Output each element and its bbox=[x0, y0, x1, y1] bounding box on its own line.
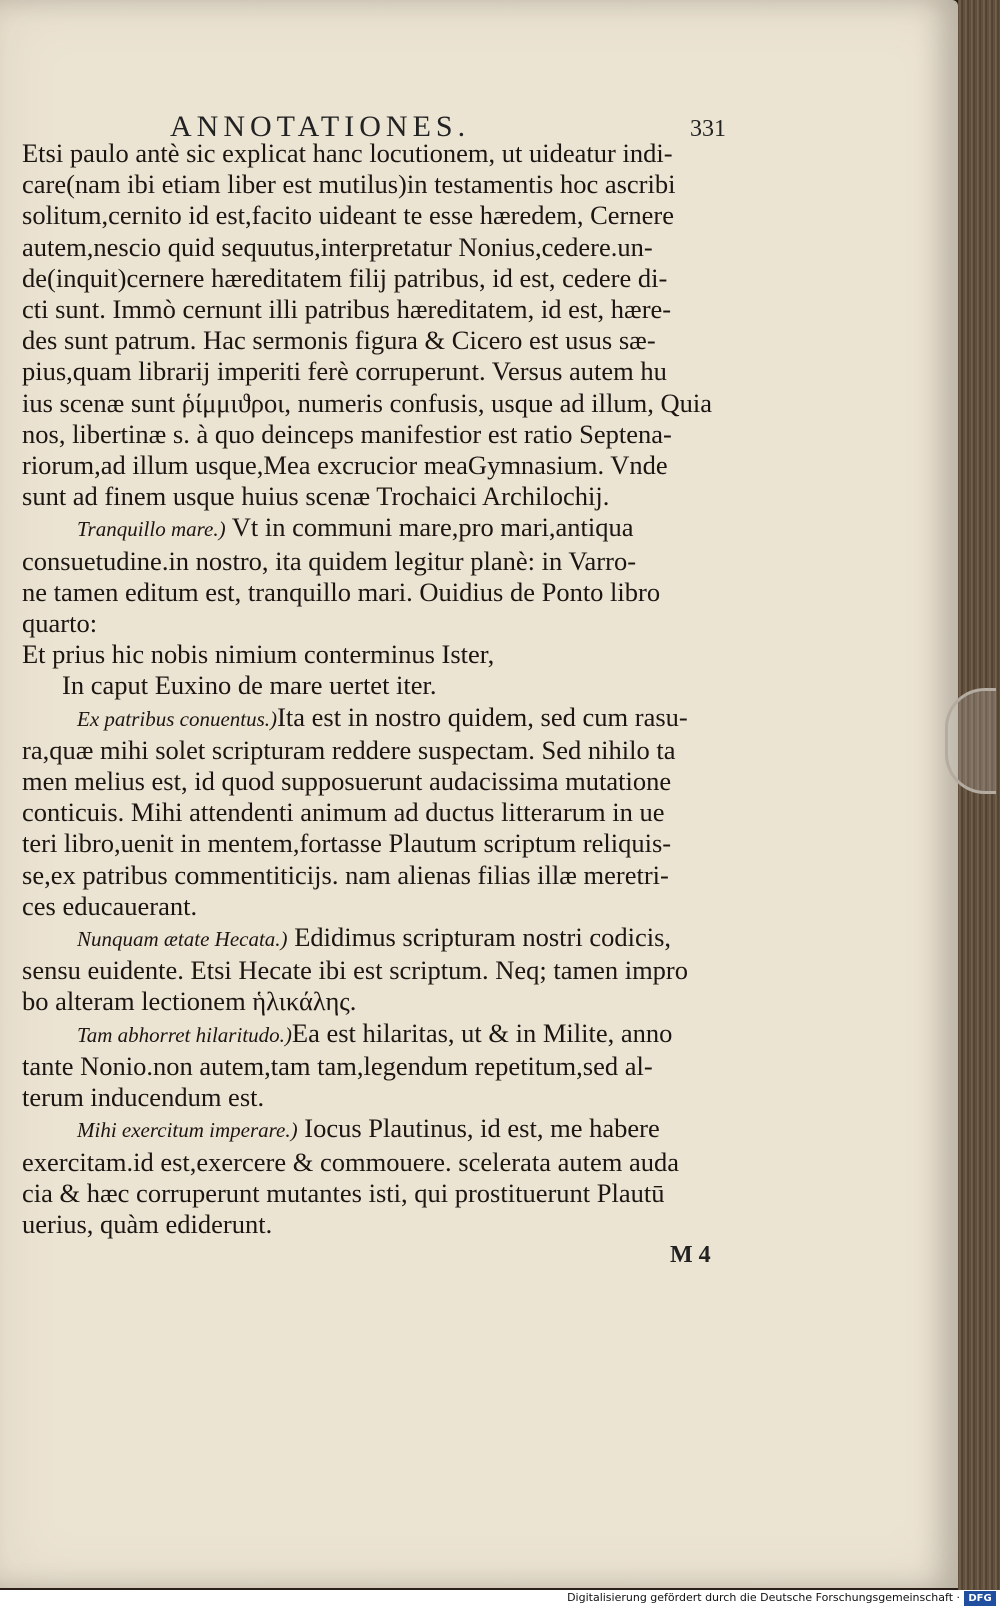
text-line bbox=[22, 356, 742, 387]
line-text: Et prius hic nobis nimium conterminus Ister, bbox=[22, 639, 495, 670]
text-line bbox=[22, 639, 742, 670]
page-number: 331 bbox=[690, 116, 726, 142]
funding-credit: Digitalisierung gefördert durch die Deutsche Forschungsgemeinschaft · bbox=[567, 1591, 960, 1604]
lemma: Tranquillo mare.) bbox=[77, 517, 226, 542]
line-text: tante Nonio.non autem,tam tam,legendum repetitum,sed al- bbox=[22, 1050, 653, 1081]
line-text: Ita est in nostro quidem, sed cum rasu- bbox=[277, 701, 688, 732]
line-text: Etsi paulo antè sic explicat hanc locutionem, ut uideatur indi- bbox=[22, 138, 673, 168]
text-line bbox=[22, 512, 742, 545]
line-text: exercitam.id est,exercere & commouere. scelerata autem auda bbox=[22, 1146, 679, 1177]
line-text: sunt ad finem usque huius scenæ Trochaici Archilochij. bbox=[22, 481, 610, 512]
text-line bbox=[22, 263, 742, 294]
page-clip bbox=[945, 688, 996, 794]
footer-bar bbox=[0, 1590, 1000, 1609]
line-text: Ea est hilaritas, ut & in Milite, anno bbox=[291, 1017, 673, 1048]
text-line bbox=[22, 608, 742, 639]
body-text bbox=[22, 138, 742, 1240]
line-text: des sunt patrum. Hac sermonis figura & Cicero est usus sæ- bbox=[22, 325, 656, 356]
line-text: ius scenæ sunt ῥίμμιϑροι, numeris confusis, usque ad illum, Quia bbox=[22, 387, 712, 418]
text-line bbox=[22, 735, 742, 766]
text-line bbox=[22, 546, 742, 577]
text-line bbox=[22, 138, 742, 169]
line-text: de(inquit)cernere hæreditatem filij patribus, id est, cedere di- bbox=[22, 262, 668, 293]
text-line bbox=[22, 325, 742, 356]
text-line bbox=[22, 1018, 742, 1051]
line-text: autem,nescio quid sequutus,interpretatur Nonius,cedere.un- bbox=[22, 231, 653, 262]
text-line bbox=[22, 1082, 742, 1113]
lemma: Mihi exercitum imperare.) bbox=[77, 1118, 298, 1143]
text-line bbox=[22, 1051, 742, 1082]
book-fore-edge bbox=[958, 0, 1000, 1590]
line-text: solitum,cernito id est,facito uideant te esse hæredem, Cernere bbox=[22, 200, 674, 231]
line-text: sensu euidente. Etsi Hecate ibi est scriptum. Neq; tamen impro bbox=[22, 955, 689, 986]
text-line bbox=[22, 860, 742, 891]
line-text: consuetudine.in nostro, ita quidem legitur planè: in Varro- bbox=[22, 545, 637, 576]
text-line bbox=[22, 797, 742, 828]
text-line bbox=[22, 922, 742, 955]
text-line bbox=[22, 1113, 742, 1146]
line-text: conticuis. Mihi attendenti animum ad ductus litterarum in ue bbox=[22, 797, 665, 828]
text-line bbox=[22, 766, 742, 797]
text-line bbox=[22, 702, 742, 735]
line-text: Iocus Plautinus, id est, me habere bbox=[297, 1113, 660, 1144]
text-line bbox=[22, 200, 742, 231]
text-line bbox=[22, 481, 742, 512]
line-text: care(nam ibi etiam liber est mutilus)in testamentis hoc ascribi bbox=[22, 169, 676, 200]
line-text: Edidimus scripturam nostri codicis, bbox=[287, 922, 672, 953]
line-text: cti sunt. Immò cernunt illi patribus hæreditatem, id est, hære- bbox=[22, 294, 672, 325]
line-text: ces educauerant. bbox=[22, 890, 198, 921]
text-line bbox=[22, 294, 742, 325]
text-line bbox=[22, 388, 742, 419]
line-text: riorum,ad illum usque,Mea excrucior meaGymnasium. Vnde bbox=[22, 450, 668, 481]
lemma: Tam abhorret hilaritudo.) bbox=[77, 1022, 292, 1047]
dfg-logo: DFG bbox=[964, 1591, 996, 1606]
line-text: cia & hæc corruperunt mutantes isti, qui prostituerunt Plautū bbox=[22, 1177, 665, 1208]
text-line bbox=[22, 1178, 742, 1209]
text-line bbox=[22, 828, 742, 859]
line-text: pius,quam librarij imperiti ferè corruperunt. Versus autem hu bbox=[22, 356, 667, 387]
text-line bbox=[22, 450, 742, 481]
text-line bbox=[22, 419, 742, 450]
line-text: se,ex patribus commentiticijs. nam alienas filias illæ meretri- bbox=[22, 859, 669, 890]
catchword: M 4 bbox=[670, 1242, 711, 1268]
line-text: men melius est, id quod supposuerunt audacissima mutatione bbox=[22, 766, 672, 797]
text-line bbox=[22, 1147, 742, 1178]
text-line bbox=[22, 670, 742, 701]
text-line bbox=[22, 577, 742, 608]
text-line bbox=[22, 232, 742, 263]
text-line bbox=[22, 169, 742, 200]
line-text: quarto: bbox=[22, 608, 98, 639]
text-line bbox=[22, 891, 742, 922]
line-text: terum inducendum est. bbox=[22, 1082, 265, 1113]
line-text: Vt in communi mare,pro mari,antiqua bbox=[225, 512, 634, 543]
text-line bbox=[22, 1209, 742, 1240]
line-text: teri libro,uenit in mentem,fortasse Plautum scriptum reliquis- bbox=[22, 828, 672, 859]
lemma: Nunquam ætate Hecata.) bbox=[77, 927, 288, 952]
text-line bbox=[22, 955, 742, 986]
line-text: uerius, quàm ediderunt. bbox=[22, 1208, 273, 1239]
text-line bbox=[22, 986, 742, 1017]
line-text: bo alteram lectionem ἡλικάλης. bbox=[22, 986, 357, 1017]
lemma: Ex patribus conuentus.) bbox=[77, 706, 278, 731]
running-head: ANNOTATIONES. bbox=[170, 110, 471, 143]
line-text: In caput Euxino de mare uertet iter. bbox=[62, 670, 437, 701]
line-text: nos, libertinæ s. à quo deinceps manifestior est ratio Septena- bbox=[22, 418, 672, 449]
line-text: ne tamen editum est, tranquillo mari. Ouidius de Ponto libro bbox=[22, 576, 661, 607]
line-text: ra,quæ mihi solet scripturam reddere suspectam. Sed nihilo ta bbox=[22, 734, 676, 765]
